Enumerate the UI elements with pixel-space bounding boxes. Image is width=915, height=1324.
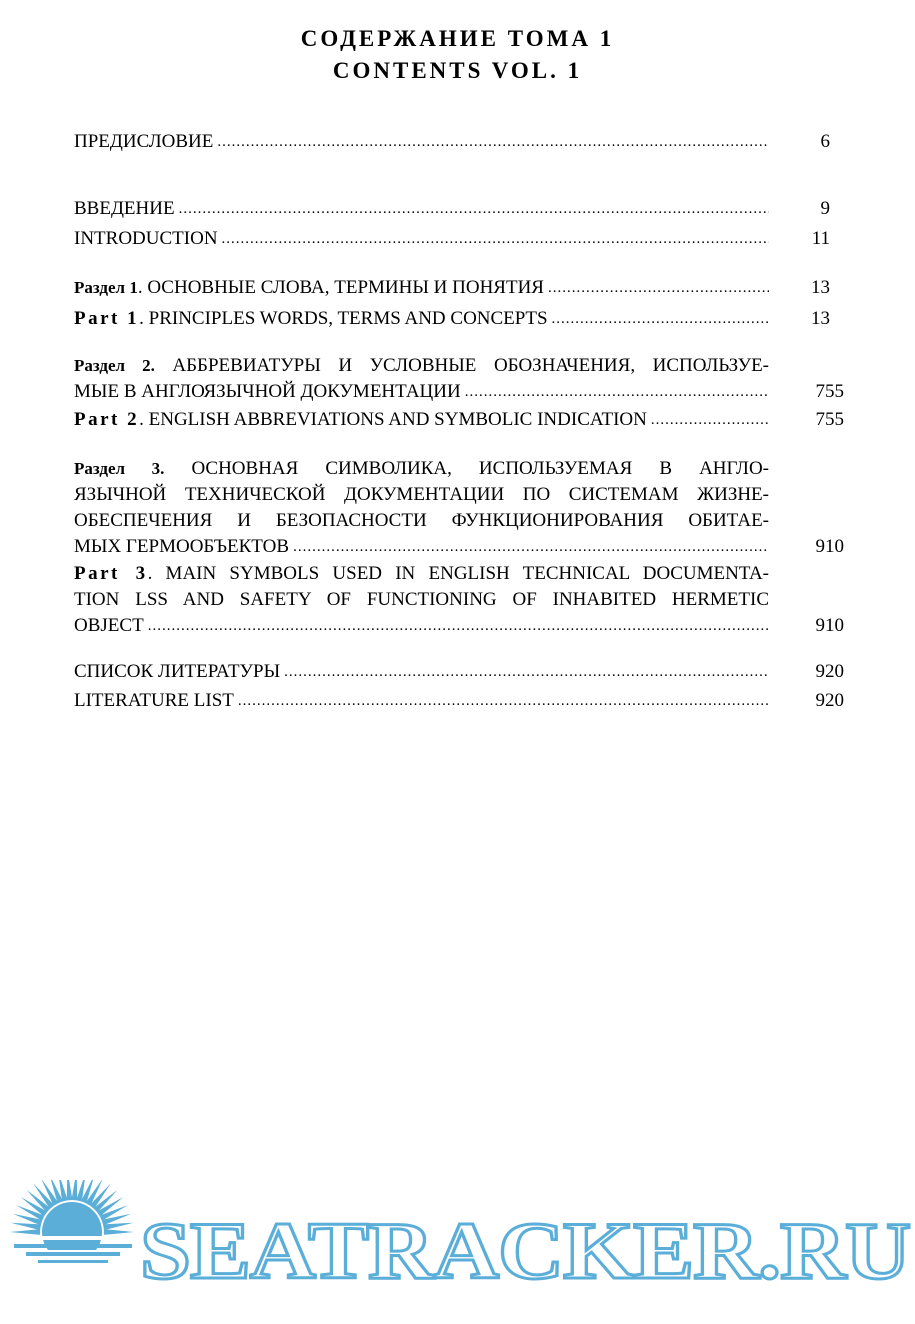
toc-page-number: 920 bbox=[815, 690, 844, 711]
leader-dots bbox=[179, 196, 769, 222]
leader-dots bbox=[238, 688, 769, 714]
sun-ray bbox=[11, 1223, 41, 1230]
sun-ray bbox=[103, 1223, 133, 1230]
toc-page-number: 6 bbox=[820, 131, 830, 152]
sun-ray bbox=[67, 1180, 73, 1200]
leader-dots bbox=[293, 534, 769, 560]
sun-ray bbox=[10, 1229, 40, 1235]
toc-entry-title: INTRODUCTION bbox=[74, 228, 218, 249]
leader-dots bbox=[148, 613, 769, 639]
toc-entry-title: . ENGLISH ABBREVIATIONS AND SYMBOLIC INDICATION bbox=[139, 409, 647, 430]
toc-entry-title-line: ЯЗЫЧНОЙ ТЕХНИЧЕСКОЙ ДОКУМЕНТАЦИИ ПО СИСТЕМАМ ЖИЗНЕ- bbox=[74, 484, 769, 505]
title-en: CONTENTS VOL. 1 bbox=[332, 58, 583, 83]
leader-dots bbox=[222, 226, 769, 252]
leader-dots bbox=[552, 306, 769, 332]
toc-entry-title-line: АББРЕВИАТУРЫ И УСЛОВНЫЕ ОБОЗНАЧЕНИЯ, ИСПОЛЬЗУЕ- bbox=[154, 355, 770, 376]
section-label: Part 3 bbox=[74, 563, 148, 584]
section-label: Раздел 2. bbox=[74, 356, 155, 375]
toc-page-number: 9 bbox=[820, 198, 830, 219]
section-label: Part 2 bbox=[74, 409, 140, 430]
leader-dots bbox=[548, 275, 769, 301]
toc-entry-title-line: МЫХ ГЕРМООБЪЕКТОВ bbox=[74, 536, 290, 557]
sun-ray bbox=[104, 1229, 134, 1235]
toc-entry-title-line: ОБЕСПЕЧЕНИЯ И БЕЗОПАСНОСТИ ФУНКЦИОНИРОВАНИЯ ОБИТАЕ- bbox=[74, 510, 769, 531]
sun-icon bbox=[0, 1180, 150, 1263]
seatracker-watermark bbox=[0, 1180, 915, 1324]
toc-entry-title-line: . MAIN SYMBOLS USED IN ENGLISH TECHNICAL DOCUMENTA- bbox=[147, 563, 769, 584]
toc-entry-title: СПИСОК ЛИТЕРАТУРЫ bbox=[74, 661, 281, 682]
toc-page-number: 11 bbox=[811, 228, 830, 249]
toc-entry-title-line: TION LSS AND SAFETY OF FUNCTIONING OF INHABITED HERMETIC bbox=[74, 589, 769, 610]
leader-dots bbox=[217, 129, 769, 155]
leader-dots bbox=[651, 407, 769, 433]
toc-entry-title: . PRINCIPLES WORDS, TERMS AND CONCEPTS bbox=[139, 308, 548, 329]
toc-entry-title: ПРЕДИСЛОВИЕ bbox=[74, 131, 214, 152]
sun-ray bbox=[72, 1180, 78, 1200]
toc-entry-title-line: ОСНОВНАЯ СИМВОЛИКА, ИСПОЛЬЗУЕМАЯ В АНГЛО- bbox=[164, 458, 769, 479]
toc-entry-title: LITERATURE LIST bbox=[74, 690, 234, 711]
watermark-text: SEATRACKER.RU bbox=[140, 1205, 911, 1296]
toc-page-number: 755 bbox=[815, 381, 844, 402]
title-ru: СОДЕРЖАНИЕ ТОМА 1 bbox=[300, 26, 615, 51]
section-label: Part 1 bbox=[74, 308, 140, 329]
toc-entry-title-line: МЫЕ В АНГЛОЯЗЫЧНОЙ ДОКУМЕНТАЦИИ bbox=[74, 381, 461, 402]
toc-entry-title: . ОСНОВНЫЕ СЛОВА, ТЕРМИНЫ И ПОНЯТИЯ bbox=[137, 277, 544, 298]
toc-page-number: 755 bbox=[815, 409, 844, 430]
toc-page-number: 13 bbox=[811, 308, 830, 329]
toc-page-number: 920 bbox=[815, 661, 844, 682]
toc-page-number: 13 bbox=[811, 277, 830, 298]
toc-page-number: 910 bbox=[815, 615, 844, 636]
section-label: Раздел 1 bbox=[74, 278, 138, 297]
leader-dots bbox=[284, 659, 769, 685]
section-label: Раздел 3. bbox=[74, 459, 165, 478]
toc-entry-title-line: OBJECT bbox=[74, 615, 144, 636]
leader-dots bbox=[465, 379, 769, 405]
toc-page-number: 910 bbox=[815, 536, 844, 557]
toc-entry-title: ВВЕДЕНИЕ bbox=[74, 198, 175, 219]
